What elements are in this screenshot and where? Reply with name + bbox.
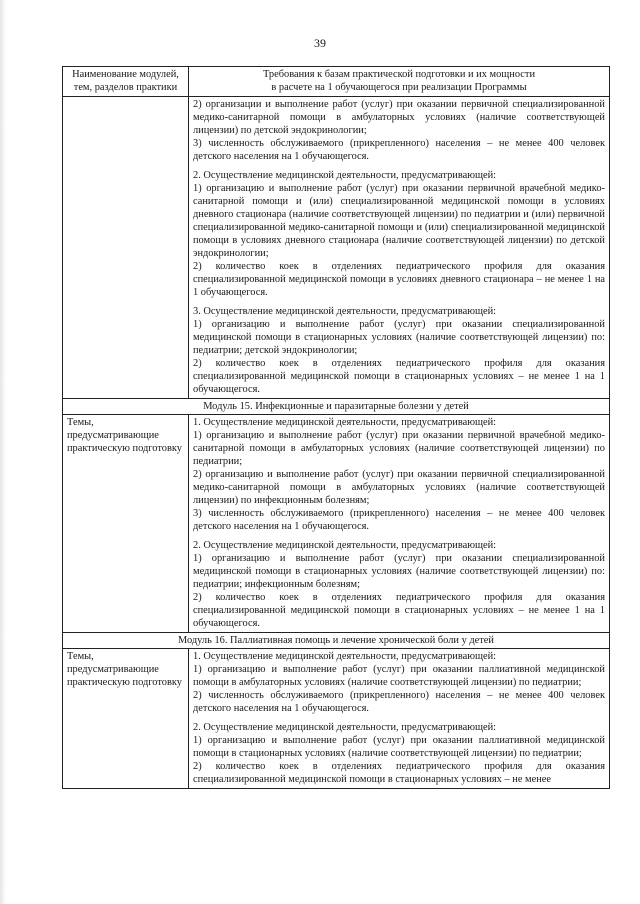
requirement-block [193,416,605,533]
requirement-line: 1) организацию и выполнение работ (услуг) при оказании первичной врачебной медико-санитарной помощи в амбулаторных условиях (наличие соответствующей лицензии) по педиатрии; [193,430,605,467]
requirement-line: 2) количество коек в отделениях педиатрического профиля для оказания специализированной медицинской помощи в условиях дневного стационара – не менее 1 на 1 обучающегося. [193,261,605,298]
requirement-line: 2) организации и выполнение работ (услуг) при оказании первичной специализированной медико-санитарной помощи в амбулаторных условиях (наличие соответствующей лицензии) по детской эндокринологии; [193,99,605,136]
header-right-line2: в расчете на 1 обучающегося при реализации Программы [271,82,527,93]
requirement-block [193,721,605,786]
requirement-line: 2) численность обслуживаемого (прикрепленного) населения – не менее 400 человек детского населения на 1 обучающегося. [193,690,605,714]
requirement-heading: 2. Осуществление медицинской деятельности, предусматривающей: [193,540,497,551]
requirement-line: 2) организацию и выполнение работ (услуг) при оказании первичной специализированной медико-санитарной помощи в амбулаторных условиях (наличие соответствующей лицензии) по инфекционным болезням; [193,469,605,506]
requirements-table [62,66,610,789]
requirement-line: 3) численность обслуживаемого (прикрепленного) населения – не менее 400 человек детского населения на 1 обучающегося. [193,138,605,162]
header-right-line1: Требования к базам практической подготовки и их мощности [262,69,536,80]
module-15-row [63,415,610,633]
requirement-line: 1) организацию и выполнение работ (услуг) при оказании первичной врачебной медико-санитарной помощи и (или) специализированной медицинской помощи в условиях дневного стационара (наличие соответствующей лицензии) по педиатрии и (или) первичной специализированной медико-санитарной помощи и (или) специализированной медицинской помощи в условиях дневного стационара (наличие соответствующей лицензии) по детской эндокринологии; [193,183,605,259]
scan-edge [0,0,6,904]
module-16-row [63,649,610,789]
requirement-block [193,169,605,299]
table-header-row [63,67,610,97]
module-title-row [63,633,610,649]
requirement-block [193,650,605,715]
requirement-heading: 2. Осуществление медицинской деятельности, предусматривающей: [193,170,497,181]
requirement-line: 2) количество коек в отделениях педиатрического профиля для оказания специализированной медицинской помощи в стационарных условиях – не менее 1 на 1 обучающегося. [193,358,605,395]
requirement-line: 1) организацию и выполнение работ (услуг) при оказании специализированной медицинской помощи в стационарных условиях (наличие соответствующей лицензии) по: педиатрии; инфекционным болезням; [193,553,605,590]
requirement-block [193,98,605,163]
page-number: 39 [314,36,326,50]
requirement-line: 1) организацию и выполнение работ (услуг) при оказании паллиативной медицинской помощи в амбулаторных условиях (наличие соответствующей лицензии) по педиатрии; [193,664,605,688]
continuation-row [63,97,610,399]
requirement-heading: 1. Осуществление медицинской деятельности, предусматривающей: [193,651,497,662]
module-16-title: Модуль 16. Паллиативная помощь и лечение хронической боли у детей [63,633,610,649]
requirement-line: 2) количество коек в отделениях педиатрического профиля для оказания специализированной медицинской помощи в стационарных условиях – не менее [193,761,605,785]
continuation-right-cell [189,97,610,399]
module-16-left-cell: Темы, предусматривающие практическую подготовку [63,649,189,789]
requirement-block [193,305,605,396]
requirement-heading: 1. Осуществление медицинской деятельности, предусматривающей: [193,417,497,428]
module-15-title: Модуль 15. Инфекционные и паразитарные болезни у детей [63,399,610,415]
module-16-right-cell [189,649,610,789]
header-right-cell [189,67,610,97]
continuation-left-cell [63,97,189,399]
requirement-block [193,539,605,630]
requirement-line: 3) численность обслуживаемого (прикрепленного) населения – не менее 400 человек детского населения на 1 обучающегося. [193,508,605,532]
module-title-row [63,399,610,415]
requirement-line: 2) количество коек в отделениях педиатрического профиля для оказания специализированной медицинской помощи в стационарных условиях – не менее 1 на 1 обучающегося. [193,592,605,629]
header-left-cell: Наименование модулей, тем, разделов практики [63,67,189,97]
requirement-heading: 2. Осуществление медицинской деятельности, предусматривающей: [193,722,497,733]
requirement-line: 1) организацию и выполнение работ (услуг) при оказании специализированной медицинской помощи в стационарных условиях (наличие соответствующей лицензии) по: педиатрии; детской эндокринологии; [193,319,605,356]
module-15-right-cell [189,415,610,633]
module-15-left-cell: Темы, предусматривающие практическую подготовку [63,415,189,633]
requirement-line: 1) организацию и выполнение работ (услуг) при оказании паллиативной медицинской помощи в стационарных условиях (наличие соответствующей лицензии) по педиатрии; [193,735,605,759]
requirement-heading: 3. Осуществление медицинской деятельности, предусматривающей: [193,306,497,317]
